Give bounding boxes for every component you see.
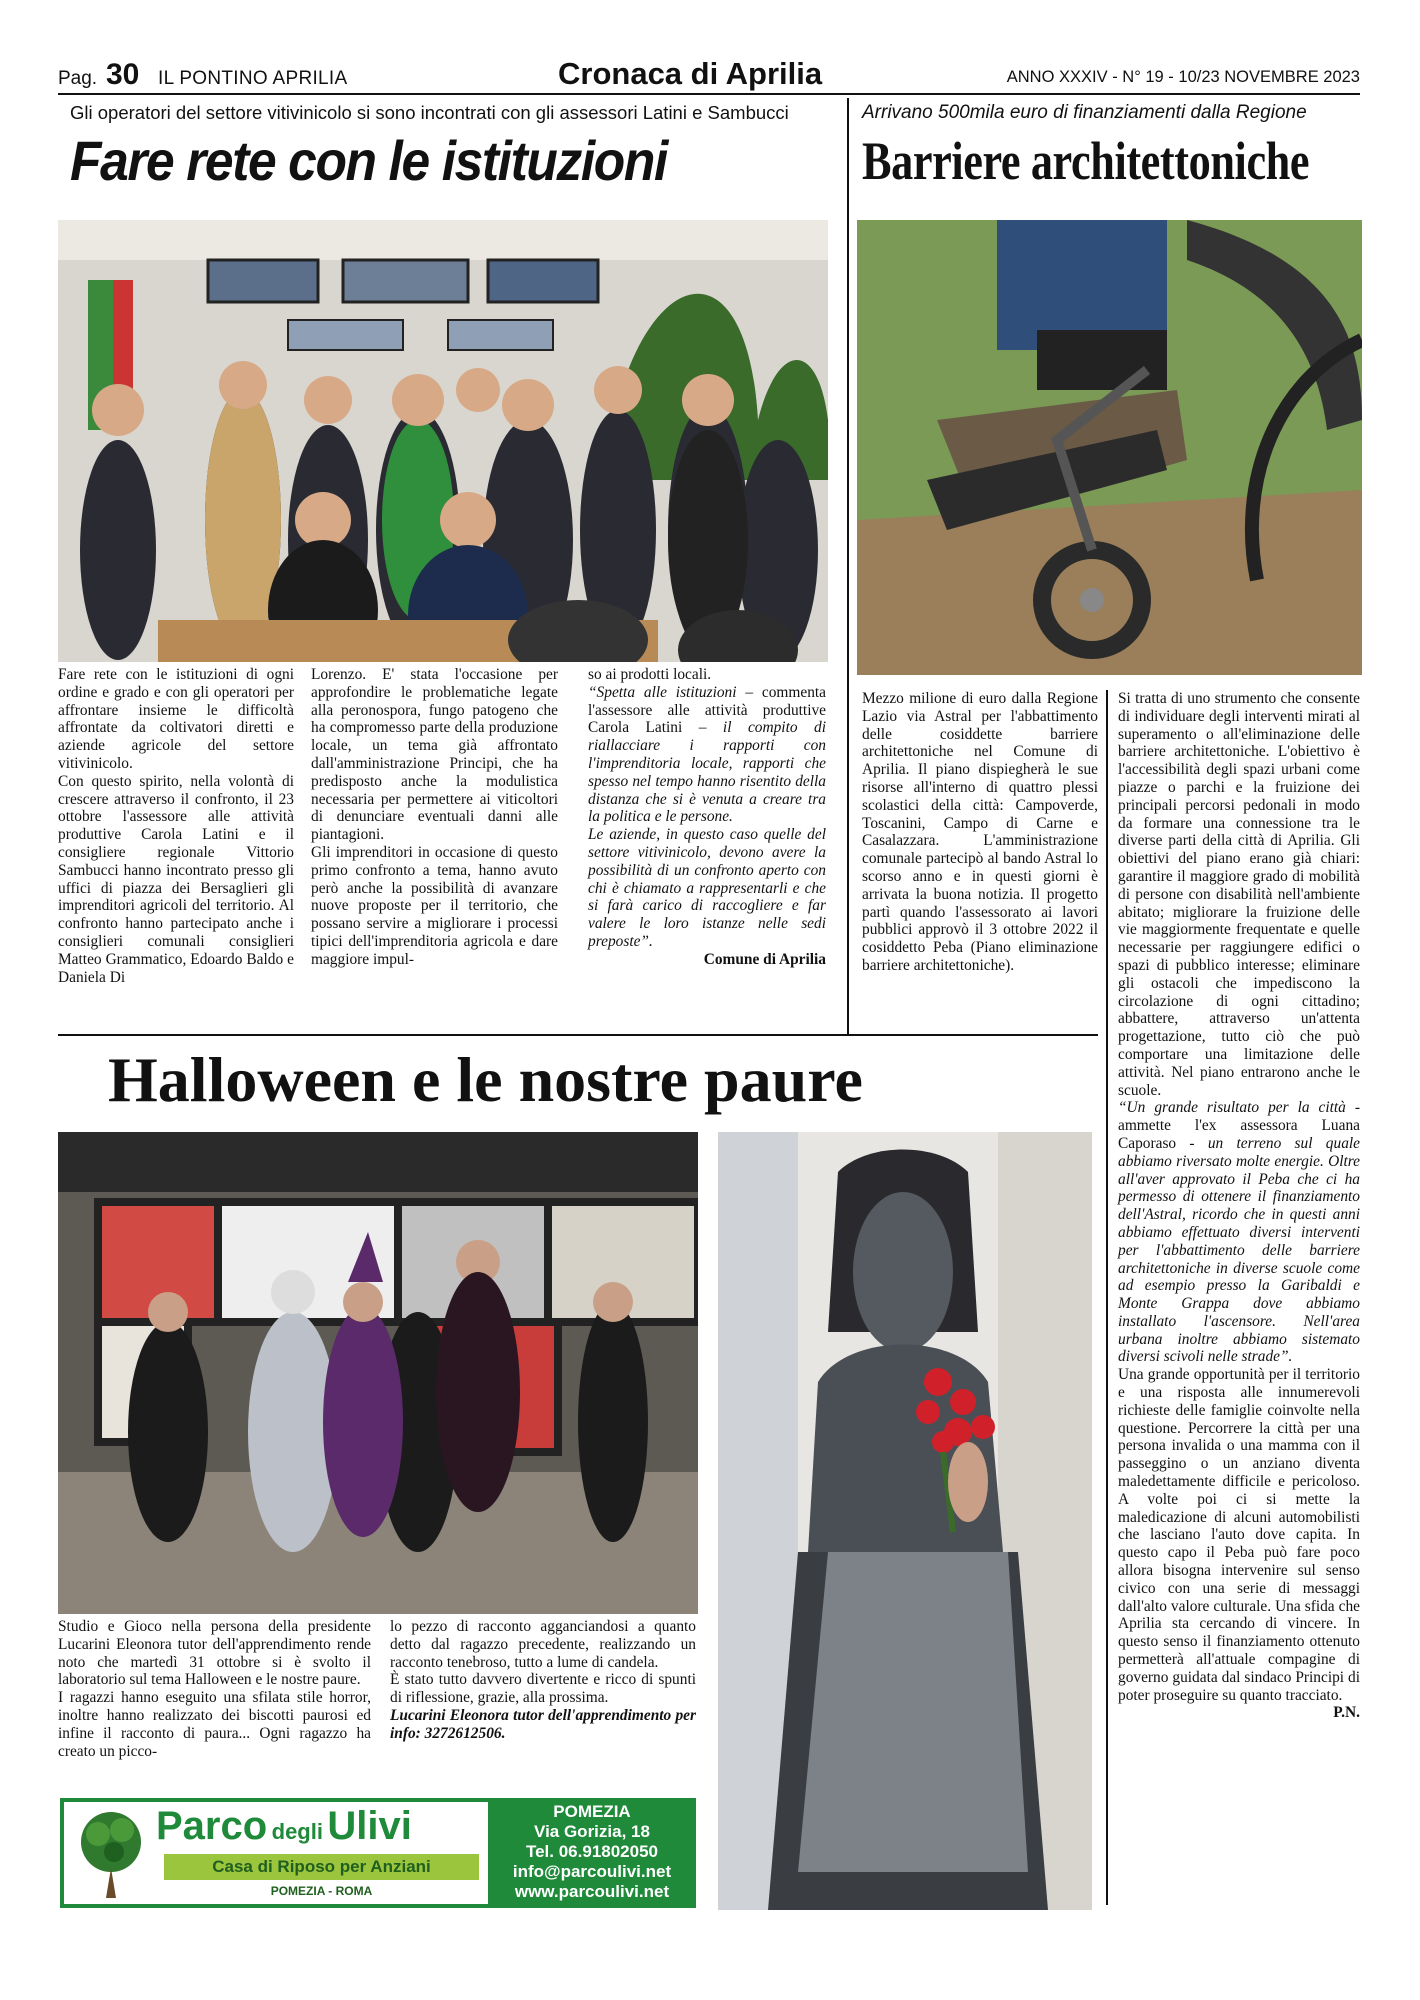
article1-title: Fare rete con le istituzioni: [70, 129, 667, 192]
paragraph: Fare rete con le istituzioni di ogni ordine e grado e con gli operatori per affrontare insieme le difficoltà affrontate da coltivatori diretti e aziende agricole del settore vitivinicolo.: [58, 666, 294, 772]
quote-text: “Un grande risultato per la città: [1118, 1099, 1346, 1117]
paragraph: Una grande opportunità per il territorio e una risposta alle innumerevoli richieste delle famiglie coinvolte nella questione. Percorrere la città per una persona invalida o una mamma con il passeggino o un anziano diventa maledettamente difficile e pericoloso. A volte poi ci si mette la maledicazione di alcuni automobilisti che lasciano l'auto dove capita. In questo capo il Peba può fare poco allora bisogna intervenire sul senso civico con una serie di messaggi dall'alto valore culturale. Una sfida che Aprilia sta cercando di vincere. In questo senso il finanziamento ottenuto permetterà all'attuale compagine di governo guidata dal sindaco Principi di poter proseguire su quanto tracciato.: [1118, 1366, 1360, 1704]
quote-attribution: - ammette l'ex assessora Luana Caporaso -: [1118, 1099, 1360, 1152]
article2-title: Barriere architettoniche: [862, 131, 1310, 191]
article2-column-2: [1118, 690, 1360, 1722]
signature: Comune di Aprilia: [703, 950, 826, 968]
ad-place: POMEZIA - ROMA: [270, 1884, 373, 1898]
article3-column-1: [58, 1618, 371, 1760]
costume-parade-photo: [58, 1132, 698, 1614]
ad-email[interactable]: info@parcoulivi.net: [512, 1862, 672, 1881]
ad-brand-a: Parco: [156, 1804, 268, 1848]
ad-web[interactable]: www.parcoulivi.net: [514, 1882, 670, 1901]
header-rule: [58, 93, 1360, 95]
paragraph: I ragazzi hanno eseguito una sfilata stile horror, inoltre hanno realizzato dei biscotti paurosi ed infine il racconto di paura... Ogni ragazzo ha creato un picco-: [58, 1689, 371, 1760]
paragraph: È stato tutto davvero divertente e ricco di spunti di riflessione, grazie, alla prossima.: [390, 1671, 696, 1707]
section-title: Cronaca di Aprilia: [558, 56, 823, 91]
paragraph: Lorenzo. E' stata l'occasione per approfondire le problematiche legate alla peronospora, fungo patogeno che ha compromesso parte della produzione locale, un tema già affrontato dall'amministrazione Principi, che ha predisposto anche la modulistica necessaria per permettere ai viticoltori di denunciare eventuali danni alle piantagioni.: [311, 666, 558, 844]
page-header: [58, 58, 1360, 92]
ad-city: POMEZIA: [553, 1802, 631, 1821]
ad-brand-b: degli: [271, 1819, 323, 1844]
ad-address: Via Gorizia, 18: [534, 1822, 650, 1841]
paragraph: Studio e Gioco nella persona della presidente Lucarini Eleonora tutor dell'apprendimento rende noto che martedì 31 ottobre si è svolto il laboratorio sul tema Halloween e le nostre paure.: [58, 1618, 371, 1689]
article2-column-1: [862, 690, 1098, 975]
quote-text: il compito di riallacciare i rapporti con l'imprenditoria locale, rapporti che spesso nel tempo hanno risentito della distanza che si è venuta a creare tra la politica e le persone.: [588, 719, 826, 826]
col-divider-1: [847, 98, 849, 1034]
paragraph: lo pezzo di racconto agganciandosi a quanto detto dal ragazzo precedente, realizzando un racconto tenebroso, tutto a lume di candela.: [390, 1618, 696, 1671]
signature: P.N.: [1333, 1704, 1360, 1722]
quote-text: un terreno sul quale abbiamo riversato molte energie. Oltre all'aver approvato il Peba che ci ha permesso di ottenere il finanziamento dell'Astral, ricordo che in questi anni abbiamo effettuato diversi interventi per l'abbattimento delle barriere architettoniche in diverse scuole come ad esempio presso la Garibaldi e Monte Grappa dove abbiamo installato l'ascensore. Nell'area urbana inoltre abbiamo sistemato diversi scivoli nelle strade”.: [1118, 1134, 1360, 1366]
paragraph: Mezzo milione di euro dalla Regione Lazio via Astral per l'abbattimento delle cosiddette barriere architettoniche nel Comune di Aprilia. Il piano dispiegherà le sue risorse all'interno di quattro plessi scolastici della città: Campoverde, Toscanini, Campo di Carne e Casalazzara. L'amministrazione comunale partecipò al bando Astral lo scorso anno e in questi giorni è arrivata la buona notizia. Il progetto partì quando l'assessorato ai lavori pubblici approvò il 3 ottobre 2022 il cosiddetto Peba (Piano eliminazione barriere architettoniche).: [862, 690, 1098, 974]
credit: Lucarini Eleonora tutor dell'apprendimento per info: 3272612506.: [390, 1706, 696, 1742]
issue-info: ANNO XXXIV - N° 19 - 10/23 NOVEMBRE 2023: [1006, 68, 1360, 86]
ad-brand-c: Ulivi: [327, 1804, 412, 1848]
page-number: 30: [106, 58, 140, 91]
section-rule: [58, 1034, 1098, 1036]
advertisement[interactable]: [60, 1798, 696, 1908]
col-divider-2: [1106, 690, 1108, 1905]
article1-column-2: [311, 666, 558, 969]
ad-tel[interactable]: Tel. 06.91802050: [525, 1842, 658, 1861]
ad-brand: [156, 1804, 486, 1849]
paragraph: Si tratta di uno strumento che consente di individuare degli interventi mirati al superamento o all'eliminazione delle barriere architettoniche. L'obiettivo è l'accessibilità degli spazi urbani come piazze o parchi e la fruizione dei principali percorsi pedonali in modo da formare una connessione tra le diverse parti della città di Aprilia. Gli obiettivi del piano erano già chiari: garantire il maggiore grado di mobilità di persone con disabilità nell'ambiente abitato; migliorare la fruizione delle vie maggiormente frequentate e quelle necessarie per raggiungere edifici o spazi di pubblico interesse; eliminare gli ostacoli che impediscono la circolazione di ogni cittadino; abbattere, attraverso un'attenta progettazione, tutto ciò che può comportare una limitazione delle attività. Nel piano entrarono anche le scuole.: [1118, 690, 1360, 1099]
paper-name: IL PONTINO APRILIA: [158, 68, 348, 89]
group-photo: [58, 220, 828, 662]
article1-kicker: Gli operatori del settore vitivinicolo si sono incontrati con gli assessori Latini e Sambucci: [70, 102, 789, 123]
paragraph: Le aziende, in questo caso quelle del settore vitivinicolo, devono avere la possibilità di un confronto aperto con chi è chiamato a rappresentarli e che si farà carico di raccogliere e far valere le loro istanze nelle sedi preposte”.: [588, 826, 826, 950]
ad-tagline: Casa di Riposo per Anziani: [164, 1854, 479, 1880]
article2-kicker: Arrivano 500mila euro di finanziamenti dalla Regione: [862, 102, 1307, 123]
article1-column-1: [58, 666, 294, 986]
paragraph: Con questo spirito, nella volontà di crescere attraverso il confronto, il 23 ottobre l'assessore alle attività produttive Carola Latini e il consigliere regionale Vittorio Sambucci hanno incontrato presso gli uffici di piazza dei Bersaglieri gli imprenditori agricoli del territorio. Al confronto hanno partecipato anche i consiglieri comunali consiglieri Matteo Grammatico, Edoardo Baldo e Daniela Di: [58, 772, 294, 986]
quote-text: “Spetta alle istituzioni: [588, 683, 737, 701]
article1-column-3: [588, 666, 826, 969]
article3-column-2: [390, 1618, 696, 1743]
wheelchair-photo: [857, 220, 1362, 675]
bride-costume-photo: [718, 1132, 1092, 1910]
olive-tree-icon: [76, 1808, 146, 1900]
ad-contact: [488, 1798, 696, 1908]
paragraph: Gli imprenditori in occasione di questo primo confronto a tema, hanno avuto però anche la possibilità di avanzare nuove proposte per il territorio, che possano servire a migliorare i processi tipici dell'imprenditoria agricola e dare maggiore impul-: [311, 843, 558, 968]
paragraph: so ai prodotti locali.: [588, 666, 712, 683]
quote-attribution: – commenta l'assessore alle attività produttive Carola Latini –: [588, 683, 826, 737]
page-label: Pag.: [58, 68, 98, 89]
article3-title: Halloween e le nostre paure: [108, 1044, 863, 1115]
